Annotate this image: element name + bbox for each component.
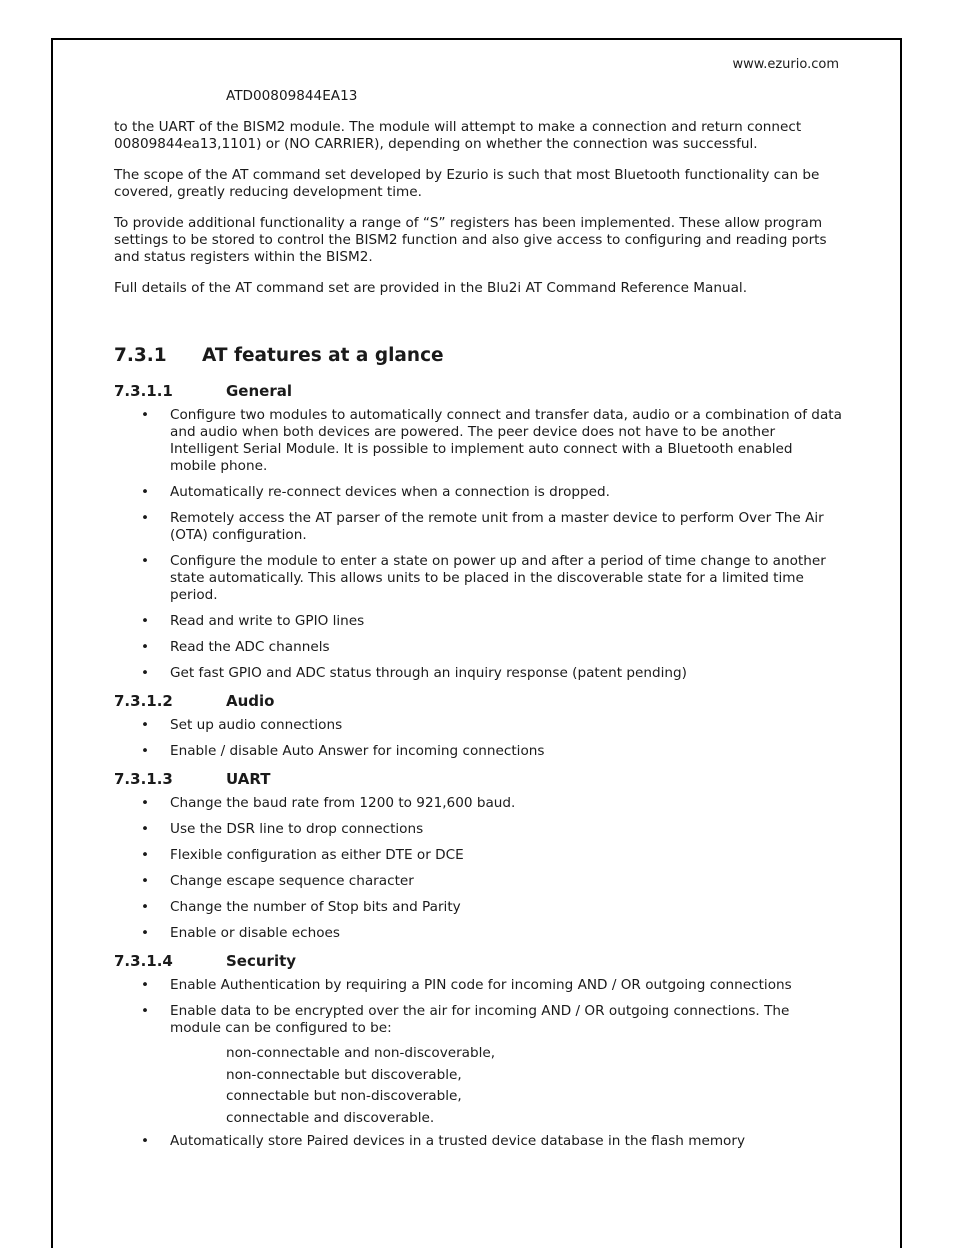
list-item: • Configure two modules to automatically connect and transfer data, audio or a combination of data and audio when both devices are powered. The peer device does not have to be another Intelligent Serial Module. It is possible to implement auto connect with a Bluetooth enabled mobile phone. [141, 407, 842, 474]
list-item: • Enable data to be encrypted over the air for incoming AND / OR outgoing connections. The module can be configured to be: non-connectable and non-discoverable, non-connectable but discoverable, connectable but non-discoverable, connectable and discoverable. [114, 1003, 842, 1129]
bullet-icon: • [141, 553, 150, 569]
header-url: www.ezurio.com [732, 57, 839, 72]
subsection-heading [114, 952, 842, 970]
section-number: 7.3.1 [114, 345, 167, 366]
list-item: • Enable Authentication by requiring a PIN code for incoming AND / OR outgoing connections [141, 977, 792, 993]
visibility-mode-list [226, 1043, 842, 1129]
intro-paragraph: The scope of the AT command set developed by Ezurio is such that most Bluetooth functionality can be covered, greatly reducing development time. [114, 167, 820, 200]
bullet-icon: • [141, 977, 150, 993]
subsection-title: Security [226, 952, 297, 970]
list-item: • Flexible configuration as either DTE or DCE [141, 847, 464, 863]
section-heading [114, 345, 842, 367]
bullet-icon: • [141, 613, 150, 629]
list-item: • Change the baud rate from 1200 to 921,600 baud. [141, 795, 516, 811]
bullet-icon: • [141, 847, 150, 863]
list-item: • Enable / disable Auto Answer for incoming connections [141, 743, 545, 759]
mode-item: connectable but non-discoverable, [226, 1088, 462, 1104]
subsection-number: 7.3.1.3 [114, 770, 173, 788]
bullet-icon: • [141, 1133, 150, 1149]
bullet-icon: • [141, 899, 150, 915]
bullet-icon: • [141, 743, 150, 759]
uart-list [114, 795, 842, 942]
list-item: • Read the ADC channels [141, 639, 330, 655]
list-item: • Change the number of Stop bits and Parity [141, 899, 461, 915]
bullet-icon: • [141, 717, 150, 733]
mode-item: connectable and discoverable. [226, 1109, 435, 1126]
security-list [114, 977, 842, 1150]
bullet-icon: • [141, 873, 150, 889]
subsection-title: General [226, 382, 292, 400]
intro-paragraph: To provide additional functionality a range of “S” registers has been implemented. These allow program settings to be stored to control the BISM2 function and also give access to configuring and reading ports and status registers within the BISM2. [114, 215, 827, 265]
bluetooth-address: ATD00809844EA13 [226, 88, 358, 104]
bullet-icon: • [141, 639, 150, 655]
bullet-icon: • [141, 510, 150, 526]
audio-list [114, 717, 842, 760]
intro-paragraph: Full details of the AT command set are provided in the Blu2i AT Command Reference Manual. [114, 280, 748, 296]
list-item: • Enable or disable echoes [141, 925, 340, 941]
list-item: • Get fast GPIO and ADC status through an inquiry response (patent pending) [141, 665, 687, 681]
list-item: • Change escape sequence character [141, 873, 414, 889]
mode-item: non-connectable and non-discoverable, [226, 1045, 496, 1061]
intro-paragraph: to the UART of the BISM2 module. The module will attempt to make a connection and return connect 00809844ea13,1101) or (NO CARRIER), depending on whether the connection was successful. [114, 119, 802, 152]
subsection-heading [114, 770, 842, 788]
list-item: • Set up audio connections [141, 717, 343, 733]
list-item: • Automatically re-connect devices when a connection is dropped. [141, 484, 610, 500]
document-body [114, 88, 842, 1160]
bullet-icon: • [141, 821, 150, 837]
list-item: • Use the DSR line to drop connections [141, 821, 424, 837]
section-title: AT features at a glance [202, 345, 444, 366]
bullet-icon: • [141, 484, 150, 500]
general-list [114, 407, 842, 682]
list-item: • Configure the module to enter a state on power up and after a period of time change to another state automatically. This allows units to be placed in the discoverable state for a limited time period. [141, 553, 826, 603]
subsection-heading [114, 382, 842, 400]
subsection-number: 7.3.1.2 [114, 692, 173, 710]
bullet-icon: • [141, 795, 150, 811]
mode-item: non-connectable but discoverable, [226, 1066, 462, 1083]
bullet-icon: • [141, 407, 150, 423]
list-item: • Read and write to GPIO lines [141, 613, 365, 629]
subsection-title: Audio [226, 692, 275, 710]
bullet-icon: • [141, 925, 150, 941]
list-item: • Automatically store Paired devices in a trusted device database in the flash memory [141, 1133, 746, 1149]
subsection-heading [114, 692, 842, 710]
subsection-number: 7.3.1.1 [114, 382, 173, 400]
list-item: • Remotely access the AT parser of the remote unit from a master device to perform Over The Air (OTA) configuration. [141, 510, 824, 543]
subsection-number: 7.3.1.4 [114, 952, 173, 970]
bullet-icon: • [141, 665, 150, 681]
bullet-icon: • [141, 1003, 150, 1019]
subsection-title: UART [226, 770, 271, 788]
